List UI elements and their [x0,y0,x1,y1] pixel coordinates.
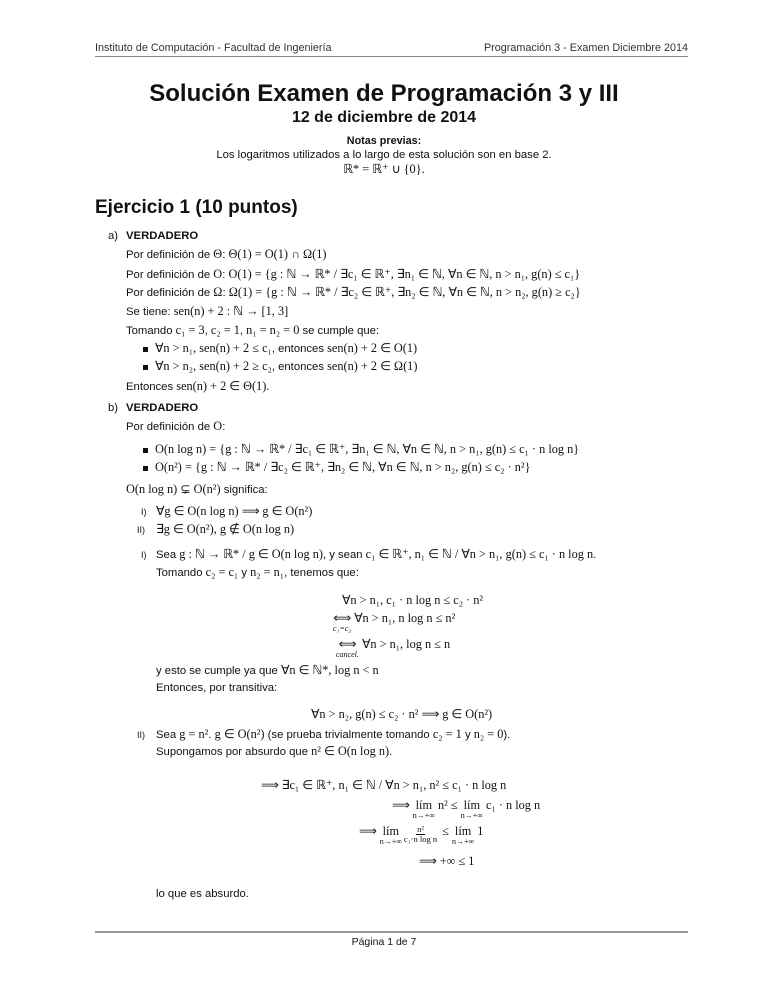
math-run: ∀n > n₁, n log n ≤ n² [351,611,456,625]
math-run: ⟹ [392,798,413,812]
part-a-label: a) [108,230,119,242]
limit-operator [413,799,435,820]
equivalence-arrow [333,612,351,633]
text-run: Supongamos por absurdo que [156,746,312,758]
proof-line [126,483,268,497]
text-run: se cumple que: [299,325,380,337]
text-run: . [389,746,393,758]
operator-text: lím [415,798,433,812]
operator-text: ⟺ [333,611,351,625]
text-run: Por definición de [126,269,214,281]
math-run: n₂ = n₁ [250,565,285,579]
operator-subscript: n→+∞ [379,837,402,846]
part-b-label: b) [108,402,119,414]
limit-operator [461,799,483,820]
operator-text: ⟺ [338,637,357,651]
part-a-verdict: VERDADERO [126,230,199,242]
math-run: Θ [213,247,223,261]
roman-label: I) [141,550,147,560]
text-run: Sea [156,549,180,561]
math-run: Ω [213,285,223,299]
math-run: ∀n > n₂, sen(n) + 2 ≥ c₂ [155,359,272,373]
bullet-item [155,461,531,475]
part-b-verdict: VERDADERO [126,402,199,414]
text-run: y [238,567,251,579]
math-run: sen(n) + 2 ∈ O(1) [327,341,418,355]
math-run: c₁ = 3 [175,323,205,337]
text-run: , tenemos que: [284,567,359,579]
math-run: c₂ = c₁ [205,565,239,579]
math-run: n₁ = n₂ = 0 [246,323,300,337]
display-equation [342,594,483,608]
proof-line [126,305,288,319]
proof-line [156,887,249,901]
proof-line [156,523,294,537]
fraction [404,825,437,844]
display-equation [336,638,450,659]
math-run: O(1) = {g : ℕ → ℝ* / ∃c₁ ∈ ℝ⁺, ∃n₁ ∈ ℕ, ∀n ∈ ℕ, n > n₁, g(n) ≤ c₁} [228,267,581,281]
notes-line1: Los logaritmos utilizados a lo largo de esta solución son en base 2. [216,149,552,161]
math-run: g ∈ O(n²) [214,727,265,741]
math-run: n² ∈ O(n log n) [311,744,390,758]
proof-line [156,745,392,759]
math-run: ∀n > n₁, log n ≤ n [358,637,451,651]
text-run: : [222,249,229,261]
fraction-denominator: c₁·n log n [403,834,438,844]
math-run: O [213,419,223,433]
math-run: g = n² [179,727,209,741]
math-run: ∀n ∈ ℕ*, log n < n [280,663,379,677]
math-run: ⟹ +∞ ≤ 1 [419,854,475,868]
bullet-icon [143,365,148,370]
display-equation [419,855,474,869]
text-run: : [222,287,229,299]
text-run: Por definición de [126,421,214,433]
text-run: Entonces, por transitiva: [156,682,278,694]
math-run: ∀n > n₁, sen(n) + 2 ≤ c₁ [155,341,272,355]
proof-line [156,505,312,519]
text-run: Sea [156,729,180,741]
proof-line [156,566,359,580]
math-run: ≤ [439,824,453,838]
text-run: , entonces [271,361,328,373]
proof-line [126,268,580,282]
equivalence-arrow [336,638,359,659]
text-run: y [461,729,474,741]
math-run: 1 [474,824,484,838]
bullet-item [155,342,417,356]
operator-text: lím [463,798,481,812]
math-run: ⟹ ∃c₁ ∈ ℝ⁺, n₁ ∈ ℕ / ∀n > n₁, n² ≤ c₁ · n log n [261,778,507,792]
roman-label: II) [137,730,145,740]
math-run: O [213,267,223,281]
display-equation [333,612,455,633]
math-run: c₂ = 1 [432,727,462,741]
bullet-item [155,360,417,374]
page-date: 12 de diciembre de 2014 [291,109,477,126]
display-equation [392,799,540,820]
math-run: ∀n > n₁, c₁ · n log n ≤ c₂ · n² [342,593,484,607]
display-equation [261,779,506,793]
math-run: Θ(1) = O(1) ∩ Ω(1) [228,247,327,261]
proof-line [126,380,269,394]
text-run: , [239,325,247,337]
text-run: . [593,549,597,561]
math-run: ∀g ∈ O(n log n) ⟹ g ∈ O(n²) [156,504,313,518]
bullet-item [155,443,579,457]
text-run: . [208,729,215,741]
notes-title: Notas previas: [346,135,422,147]
header-rule [95,56,688,57]
math-run: O(n²) = {g : ℕ → ℝ* / ∃c₂ ∈ ℝ⁺, ∃n₂ ∈ ℕ, ∀n ∈ ℕ, n > n₂, g(n) ≤ c₂ · n²} [155,460,531,474]
proof-line [156,664,379,678]
header-right: Programación 3 - Examen Diciembre 2014 [483,42,688,54]
proof-line [126,286,581,300]
roman-label: II) [137,525,145,535]
proof-line [156,548,596,562]
math-run: O(n log n) = {g : ℕ → ℝ* / ∃c₁ ∈ ℝ⁺, ∃n₁ ∈ ℕ, ∀n ∈ ℕ, n > n₁, g(n) ≤ c₁ · n log n} [155,442,580,456]
operator-subscript: n→+∞ [412,811,435,820]
text-run: significa: [220,484,268,496]
text-run: lo que es absurdo. [156,888,249,900]
display-equation [311,708,492,722]
text-run: (se prueba trivialmente tomando [264,729,433,741]
display-equation [359,825,483,846]
operator-text: lím [454,824,472,838]
text-run: y esto se cumple ya que [156,665,281,677]
fraction-numerator: n² [417,824,424,834]
limit-operator [380,825,402,846]
operator-subscript: n→+∞ [452,837,475,846]
text-run: , y sean [322,549,366,561]
math-run: sen(n) + 2 : ℕ → [1, 3] [173,304,289,318]
math-run: ∀n > n₂, g(n) ≤ c₂ · n² ⟹ g ∈ O(n²) [311,707,493,721]
proof-line [126,420,225,434]
notes-line2: ℝ* = ℝ⁺ ∪ {0}. [343,162,425,176]
proof-line [156,681,277,695]
math-run: ⟹ [359,824,380,838]
text-run: , [204,325,211,337]
math-run: c₁ · n log n [482,798,541,812]
operator-text: lím [382,824,400,838]
bullet-icon [143,347,148,352]
math-run: c₁ ∈ ℝ⁺, n₁ ∈ ℕ / ∀n > n₁, g(n) ≤ c₁ · n log n [365,547,594,561]
footer-rule [95,931,688,933]
text-run: : [222,421,226,433]
text-run: Por definición de [126,249,214,261]
math-run: O(n log n) ⊊ O(n²) [126,482,221,496]
proof-line [126,324,379,338]
text-run: Tomando [126,325,176,337]
operator-subscript: cancel. [336,650,359,659]
operator-subscript: c₁=c₂ [333,624,352,633]
exercise-heading: Ejercicio 1 (10 puntos) [95,197,298,218]
text-run: Se tiene: [126,306,174,318]
text-run: Por definición de [126,287,214,299]
header-left: Instituto de Computación - Facultad de Ingeniería [95,42,332,54]
roman-label: I) [141,507,147,517]
proof-line [126,248,327,262]
limit-operator [452,825,474,846]
proof-line [156,728,510,742]
math-run: sen(n) + 2 ∈ Θ(1). [176,379,270,393]
math-run: Ω(1) = {g : ℕ → ℝ* / ∃c₂ ∈ ℝ⁺, ∃n₂ ∈ ℕ, ∀n ∈ ℕ, n > n₂, g(n) ≥ c₂} [228,285,581,299]
page-number: Página 1 de 7 [351,936,417,948]
operator-subscript: n→+∞ [460,811,483,820]
page-title: Solución Examen de Programación 3 y III [149,80,619,107]
math-run: sen(n) + 2 ∈ Ω(1) [327,359,418,373]
text-run: : [222,269,229,281]
math-run: g : ℕ → ℝ* / g ∈ O(n log n) [179,547,323,561]
bullet-icon [143,466,148,471]
math-run: n₂ = 0 [473,727,504,741]
math-run: c₂ = 1 [210,323,240,337]
text-run: ). [503,729,511,741]
math-run: n² ≤ [434,798,461,812]
text-run: Tomando [156,567,206,579]
text-run: Entonces [126,381,177,393]
math-run: ∃g ∈ O(n²), g ∉ O(n log n) [156,522,295,536]
bullet-icon [143,448,148,453]
text-run: , entonces [271,343,328,355]
